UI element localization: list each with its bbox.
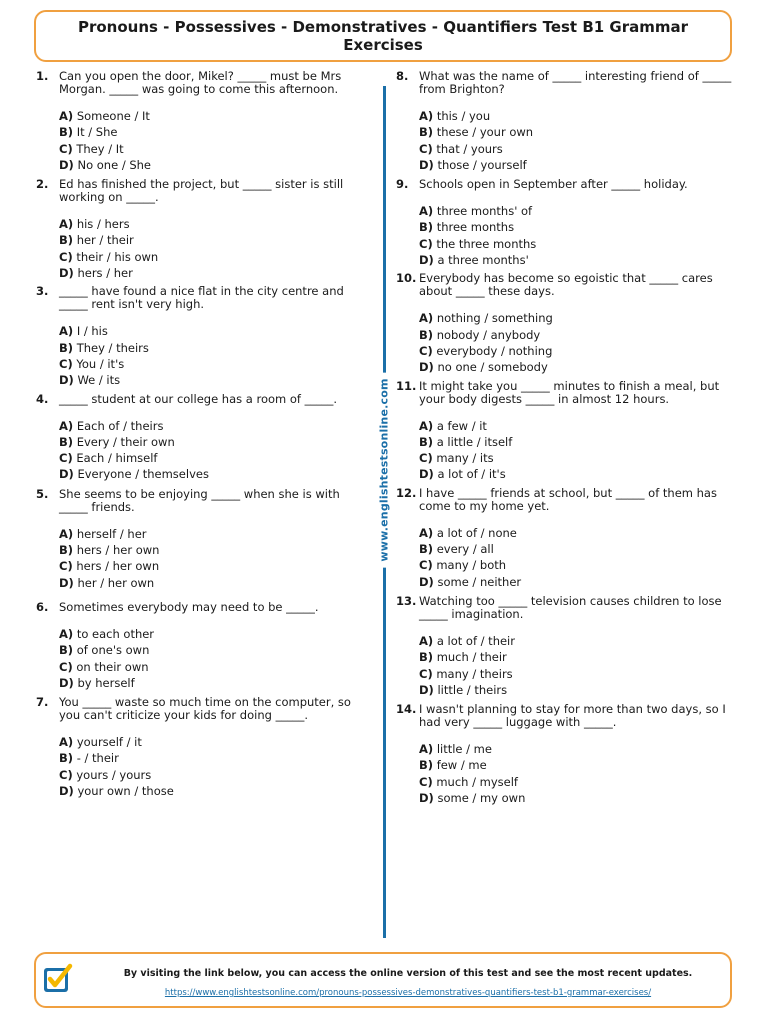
option-text: a lot of / none <box>436 525 517 540</box>
answer-options <box>419 633 736 698</box>
option-text: yours / yours <box>76 767 152 782</box>
question-text: Ed has finished the project, but _____ sister is still working on _____. <box>59 177 344 205</box>
option-letter: D) <box>59 373 74 388</box>
answer-options <box>59 216 362 281</box>
option-letter: D) <box>59 266 74 281</box>
option-text: They / theirs <box>76 340 149 355</box>
question-number: 7. <box>36 695 49 710</box>
questions-right-column <box>396 70 736 806</box>
question-number: 3. <box>36 284 49 299</box>
option-letter: B) <box>419 542 434 557</box>
option-text: on their own <box>76 659 149 674</box>
answer-option[interactable] <box>59 558 362 574</box>
answer-option[interactable] <box>419 343 736 359</box>
answer-option[interactable] <box>419 666 736 682</box>
option-text: her / their <box>76 233 134 248</box>
question-text: Sometimes everybody may need to be _____. <box>59 599 319 614</box>
option-letter: C) <box>419 141 433 156</box>
option-letter: A) <box>419 311 434 326</box>
answer-option[interactable] <box>59 141 362 157</box>
answer-option[interactable] <box>59 767 362 783</box>
option-text: their / his own <box>76 249 159 264</box>
question-number: 12. <box>396 485 417 500</box>
question-2 <box>36 178 362 281</box>
answer-option[interactable] <box>419 774 736 790</box>
answer-option[interactable] <box>59 124 362 140</box>
option-letter: B) <box>419 220 434 235</box>
option-text: three months' of <box>436 204 533 219</box>
option-text: Someone / It <box>76 109 150 123</box>
answer-option[interactable] <box>419 649 736 665</box>
option-text: your own / those <box>77 784 174 799</box>
answer-options <box>419 418 736 483</box>
option-letter: D) <box>419 253 434 268</box>
question-text: She seems to be enjoying _____ when she is with _____ friends. <box>59 486 340 514</box>
answer-options <box>419 203 736 268</box>
answer-option[interactable] <box>419 108 736 124</box>
question-7 <box>36 696 362 799</box>
footer-banner <box>34 952 732 1008</box>
question-text: Schools open in September after _____ holiday. <box>419 177 688 192</box>
option-letter: B) <box>59 434 74 449</box>
answer-option[interactable] <box>419 219 736 235</box>
option-letter: B) <box>59 340 74 355</box>
option-letter: D) <box>419 574 434 589</box>
option-letter: C) <box>59 559 73 574</box>
answer-option[interactable] <box>419 434 736 450</box>
question-10 <box>396 272 736 375</box>
question-number: 1. <box>36 69 49 83</box>
question-number: 6. <box>36 599 49 614</box>
option-text: that / yours <box>436 141 503 156</box>
answer-option[interactable] <box>59 340 362 356</box>
question-4 <box>36 393 362 483</box>
option-text: Each / himself <box>76 451 158 466</box>
answer-option[interactable] <box>419 124 736 140</box>
option-letter: B) <box>59 125 74 140</box>
option-letter: C) <box>59 659 73 674</box>
option-letter: C) <box>419 343 433 358</box>
footer-link[interactable]: https://www.englishtestsonline.com/pronouns-possessives-demonstratives-quantifiers-test-b1-grammar-exercises/ <box>164 988 652 998</box>
answer-option[interactable] <box>419 757 736 773</box>
option-letter: A) <box>59 526 74 541</box>
option-text: yourself / it <box>76 735 142 750</box>
answer-option[interactable] <box>59 575 362 591</box>
answer-option[interactable] <box>419 741 736 757</box>
option-text: They / It <box>76 141 124 156</box>
question-text: You _____ waste so much time on the computer, so you can't criticize your kids for doing _____. <box>59 695 351 723</box>
question-number: 11. <box>396 378 417 393</box>
option-text: a lot of / their <box>436 633 515 648</box>
option-text: a lot of / it's <box>437 467 506 482</box>
answer-option[interactable] <box>419 450 736 466</box>
option-letter: B) <box>419 434 434 449</box>
option-letter: B) <box>419 758 434 773</box>
answer-options <box>419 525 736 590</box>
answer-option[interactable] <box>59 750 362 766</box>
option-text: No one / She <box>77 157 152 172</box>
option-letter: C) <box>59 356 73 371</box>
question-number: 9. <box>396 177 409 192</box>
question-number: 4. <box>36 391 49 406</box>
option-letter: B) <box>59 643 74 658</box>
answer-option[interactable] <box>419 236 736 252</box>
option-letter: C) <box>59 141 73 156</box>
answer-options <box>59 626 362 691</box>
question-3 <box>36 285 362 388</box>
answer-option[interactable] <box>59 659 362 675</box>
option-text: his / hers <box>76 217 130 232</box>
question-number: 13. <box>396 593 417 608</box>
answer-option[interactable] <box>59 249 362 265</box>
option-letter: C) <box>59 767 73 782</box>
answer-option[interactable] <box>59 434 362 450</box>
option-letter: B) <box>59 751 74 766</box>
option-letter: D) <box>419 157 434 172</box>
option-text: this / you <box>436 109 491 123</box>
answer-option[interactable] <box>419 327 736 343</box>
option-letter: A) <box>419 742 434 757</box>
option-letter: D) <box>59 575 74 590</box>
question-text: Can you open the door, Mikel? _____ must be Mrs Morgan. _____ was going to come this afternoon. <box>59 69 342 96</box>
question-6 <box>36 601 362 691</box>
option-text: her / her own <box>77 575 155 590</box>
answer-option[interactable] <box>59 542 362 558</box>
option-text: much / their <box>436 650 507 665</box>
title-banner <box>34 10 732 62</box>
option-letter: C) <box>419 451 433 466</box>
answer-option[interactable] <box>59 372 362 388</box>
option-text: the three months <box>436 236 537 251</box>
answer-option[interactable] <box>419 790 736 806</box>
option-letter: B) <box>59 543 74 558</box>
answer-option[interactable] <box>59 626 362 642</box>
option-text: It / She <box>76 125 118 140</box>
answer-options <box>59 526 362 591</box>
answer-option[interactable] <box>59 418 362 434</box>
option-text: a little / itself <box>436 434 513 449</box>
answer-option[interactable] <box>419 203 736 219</box>
option-text: nothing / something <box>436 311 553 326</box>
option-text: many / theirs <box>436 666 513 681</box>
option-text: everybody / nothing <box>436 343 553 358</box>
question-text: _____ student at our college has a room of _____. <box>59 391 338 406</box>
question-text: Everybody has become so egoistic that _____ cares about _____ these days. <box>419 271 713 299</box>
answer-option[interactable] <box>59 783 362 799</box>
option-letter: A) <box>419 109 434 123</box>
answer-option[interactable] <box>419 525 736 541</box>
option-text: few / me <box>436 758 487 773</box>
question-number: 14. <box>396 702 417 717</box>
answer-option[interactable] <box>59 323 362 339</box>
option-text: I / his <box>76 324 108 339</box>
question-text: I have _____ friends at school, but _____ of them has come to my home yet. <box>419 485 717 513</box>
option-letter: A) <box>419 418 434 433</box>
question-12 <box>396 487 736 590</box>
answer-option[interactable] <box>419 359 736 375</box>
option-text: little / theirs <box>437 682 508 697</box>
answer-option[interactable] <box>419 418 736 434</box>
option-letter: D) <box>419 467 434 482</box>
option-text: little / me <box>436 742 492 757</box>
answer-options <box>419 310 736 375</box>
answer-option[interactable] <box>59 734 362 750</box>
answer-options <box>419 741 736 806</box>
option-letter: D) <box>419 360 434 375</box>
option-text: hers / her own <box>76 543 160 558</box>
checkbox-icon <box>42 962 74 996</box>
option-letter: D) <box>59 157 74 172</box>
option-text: some / neither <box>437 574 522 589</box>
option-letter: D) <box>419 682 434 697</box>
option-letter: C) <box>419 666 433 681</box>
option-text: of one's own <box>76 643 150 658</box>
answer-option[interactable] <box>419 557 736 573</box>
option-text: these / your own <box>436 125 534 140</box>
question-number: 2. <box>36 177 49 192</box>
answer-option[interactable] <box>59 466 362 482</box>
option-letter: A) <box>59 217 74 232</box>
option-letter: B) <box>419 327 434 342</box>
question-13 <box>396 595 736 698</box>
option-text: Each of / theirs <box>76 418 164 433</box>
answer-option[interactable] <box>59 526 362 542</box>
option-letter: C) <box>59 451 73 466</box>
answer-option[interactable] <box>419 682 736 698</box>
option-letter: C) <box>59 249 73 264</box>
question-8 <box>396 70 736 173</box>
option-text: many / both <box>436 558 507 573</box>
option-letter: B) <box>419 650 434 665</box>
question-5 <box>36 488 362 591</box>
option-letter: A) <box>59 418 74 433</box>
option-letter: D) <box>59 784 74 799</box>
question-number: 8. <box>396 69 409 83</box>
option-text: some / my own <box>437 791 526 806</box>
option-letter: C) <box>419 774 433 789</box>
answer-option[interactable] <box>59 675 362 691</box>
answer-option[interactable] <box>419 310 736 326</box>
answer-option[interactable] <box>419 633 736 649</box>
page-title: Pronouns - Possessives - Demonstratives - Quantifiers Test B1 Grammar Exercises <box>77 18 689 54</box>
option-letter: A) <box>419 633 434 648</box>
answer-option[interactable] <box>419 466 736 482</box>
answer-options <box>59 418 362 483</box>
option-letter: B) <box>59 233 74 248</box>
option-letter: A) <box>419 204 434 219</box>
footer-text <box>96 967 720 999</box>
option-letter: A) <box>59 626 74 641</box>
option-text: herself / her <box>76 526 147 541</box>
option-text: by herself <box>77 675 135 690</box>
question-14 <box>396 703 736 806</box>
option-text: every / all <box>436 542 494 557</box>
option-text: nobody / anybody <box>436 327 541 342</box>
answer-option[interactable] <box>59 450 362 466</box>
questions-left-column <box>36 70 362 799</box>
option-text: a few / it <box>436 418 487 433</box>
answer-option[interactable] <box>59 356 362 372</box>
option-letter: C) <box>419 236 433 251</box>
question-9 <box>396 178 736 268</box>
option-letter: A) <box>59 109 74 123</box>
question-1 <box>36 70 362 173</box>
answer-option[interactable] <box>419 541 736 557</box>
option-letter: A) <box>419 525 434 540</box>
option-letter: D) <box>59 675 74 690</box>
option-text: hers / her own <box>76 559 160 574</box>
option-text: You / it's <box>76 356 125 371</box>
question-number: 5. <box>36 486 49 501</box>
question-text: It might take you _____ minutes to finish a meal, but your body digests _____ in almost 12 hours. <box>419 378 720 406</box>
answer-option[interactable] <box>59 265 362 281</box>
answer-option[interactable] <box>59 642 362 658</box>
option-text: no one / somebody <box>437 360 548 375</box>
answer-options <box>59 323 362 388</box>
option-text: Every / their own <box>76 434 175 449</box>
answer-options <box>59 108 362 173</box>
answer-options <box>419 108 736 173</box>
answer-options <box>59 734 362 799</box>
footer-note: By visiting the link below, you can access the online version of this test and see the most recent updates. <box>123 968 693 979</box>
option-text: hers / her <box>77 266 133 281</box>
option-letter: B) <box>419 125 434 140</box>
answer-option[interactable] <box>59 216 362 232</box>
answer-option[interactable] <box>59 232 362 248</box>
question-text: I wasn't planning to stay for more than two days, so I had very _____ luggage with _____. <box>419 702 726 730</box>
option-text: those / yourself <box>437 157 527 172</box>
answer-option[interactable] <box>419 252 736 268</box>
question-text: _____ have found a nice flat in the city centre and _____ rent isn't very high. <box>59 284 344 312</box>
answer-option[interactable] <box>419 141 736 157</box>
option-text: - / their <box>76 751 119 766</box>
answer-option[interactable] <box>59 157 362 173</box>
answer-option[interactable] <box>419 574 736 590</box>
answer-option[interactable] <box>59 108 362 124</box>
answer-option[interactable] <box>419 157 736 173</box>
option-text: We / its <box>77 373 121 388</box>
option-text: a three months' <box>437 253 529 268</box>
option-text: three months <box>436 220 515 235</box>
question-number: 10. <box>396 271 417 286</box>
option-text: Everyone / themselves <box>77 467 209 482</box>
option-letter: A) <box>59 735 74 750</box>
option-letter: C) <box>419 558 433 573</box>
option-text: much / myself <box>436 774 518 789</box>
option-letter: A) <box>59 324 74 339</box>
option-letter: D) <box>59 467 74 482</box>
option-letter: D) <box>419 791 434 806</box>
question-text: What was the name of _____ interesting friend of _____ from Brighton? <box>419 69 732 96</box>
option-text: to each other <box>76 626 155 641</box>
option-text: many / its <box>436 451 494 466</box>
question-11 <box>396 380 736 483</box>
side-website-url: www.englishtestsonline.com <box>378 372 391 567</box>
question-text: Watching too _____ television causes children to lose _____ imagination. <box>419 593 722 621</box>
